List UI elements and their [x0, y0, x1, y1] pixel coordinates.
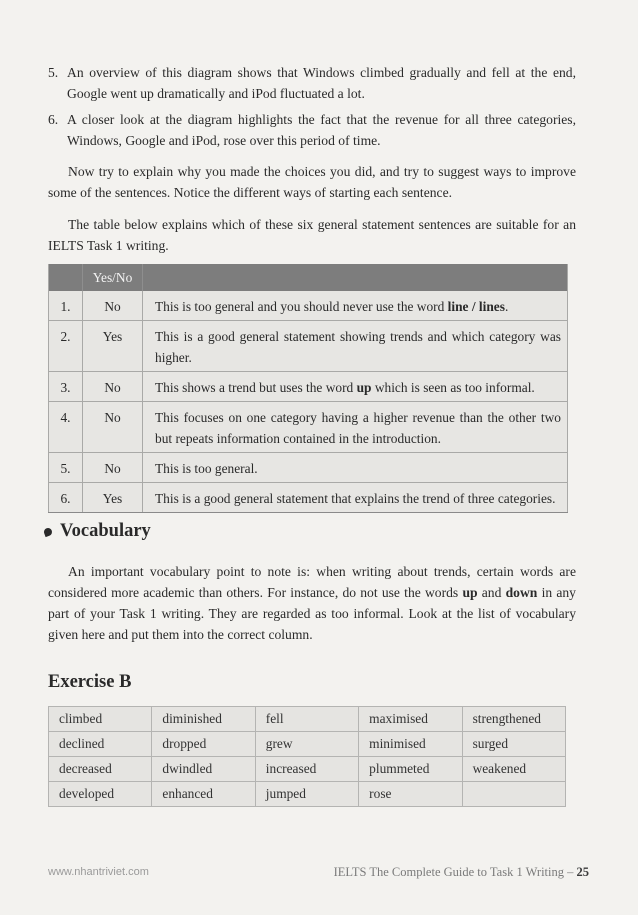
- row-number: 2.: [49, 321, 83, 372]
- row-answer: No: [83, 453, 143, 483]
- row-number: 6.: [49, 483, 83, 513]
- row-answer: Yes: [83, 321, 143, 372]
- word-cell: dropped: [152, 732, 255, 757]
- row-explanation: This is a good general statement that explains the trend of three categories.: [143, 483, 568, 513]
- item-number: 5.: [48, 65, 59, 80]
- word-cell: maximised: [359, 707, 462, 732]
- list-item: [48, 109, 576, 151]
- row-explanation: This shows a trend but uses the word up which is seen as too informal.: [143, 372, 568, 402]
- header-yes-no: Yes/No: [83, 264, 143, 291]
- row-answer: No: [83, 372, 143, 402]
- word-cell: diminished: [152, 707, 255, 732]
- table-row: [49, 732, 566, 757]
- word-cell: [462, 782, 565, 807]
- word-cell: decreased: [49, 757, 152, 782]
- row-number: 3.: [49, 372, 83, 402]
- word-cell: weakened: [462, 757, 565, 782]
- row-answer: No: [83, 402, 143, 453]
- row-number: 4.: [49, 402, 83, 453]
- word-cell: increased: [255, 757, 358, 782]
- row-explanation: This focuses on one category having a higher revenue than the other two but repeats information contained in the introduction.: [143, 402, 568, 453]
- table-row: [49, 782, 566, 807]
- row-answer: No: [83, 291, 143, 321]
- word-cell: jumped: [255, 782, 358, 807]
- item-text: A closer look at the diagram highlights the fact that the revenue for all three categories, Windows, Google and iPod, rose over this period of time.: [67, 112, 576, 148]
- table-row: [49, 372, 568, 402]
- table-row: [49, 707, 566, 732]
- row-explanation: This is too general and you should never use the word line / lines.: [143, 291, 568, 321]
- vocabulary-heading: [44, 521, 151, 542]
- word-cell: surged: [462, 732, 565, 757]
- item-number: 6.: [48, 112, 59, 127]
- word-cell: plummeted: [359, 757, 462, 782]
- table-row: [49, 321, 568, 372]
- header-number-cell: [49, 264, 83, 291]
- row-answer: Yes: [83, 483, 143, 513]
- word-cell: grew: [255, 732, 358, 757]
- vocabulary-heading-text: Vocabulary: [60, 521, 151, 541]
- table-row: [49, 757, 566, 782]
- vocabulary-paragraph: An important vocabulary point to note is: when writing about trends, certain words are considered more academic than others. For instance, do not use the words up and down in any part of your Task 1 writing. They are regarded as too informal. Look at the list of vocabulary given here and put them into the correct column.: [48, 564, 576, 642]
- word-cell: rose: [359, 782, 462, 807]
- header-explanation-cell: [143, 264, 568, 291]
- page-number: 25: [576, 865, 589, 879]
- word-cell: dwindled: [152, 757, 255, 782]
- table-row: [49, 453, 568, 483]
- bullet-icon: [43, 526, 53, 536]
- answers-table: [48, 264, 568, 513]
- numbered-list: [48, 62, 576, 156]
- word-cell: declined: [49, 732, 152, 757]
- word-cell: fell: [255, 707, 358, 732]
- footer-book-title: IELTS The Complete Guide to Task 1 Writing – 25: [333, 865, 589, 879]
- word-cell: climbed: [49, 707, 152, 732]
- table-row: [49, 291, 568, 321]
- row-number: 5.: [49, 453, 83, 483]
- table-intro-paragraph: The table below explains which of these six general statement sentences are suitable for an IELTS Task 1 writing.: [48, 217, 576, 253]
- row-explanation: This is too general.: [143, 453, 568, 483]
- row-explanation: This is a good general statement showing trends and which category was higher.: [143, 321, 568, 372]
- instruction-paragraph: Now try to explain why you made the choices you did, and try to suggest ways to improve some of the sentences. Notice the different ways of starting each sentence.: [48, 164, 576, 200]
- word-cell: minimised: [359, 732, 462, 757]
- vocabulary-word-table: [48, 706, 566, 807]
- exercise-heading: Exercise B: [48, 672, 132, 692]
- table-row: [49, 402, 568, 453]
- list-item: [48, 62, 576, 104]
- word-cell: enhanced: [152, 782, 255, 807]
- table-header-row: [49, 264, 568, 291]
- footer-website: www.nhantriviet.com: [48, 866, 149, 878]
- word-cell: developed: [49, 782, 152, 807]
- item-text: An overview of this diagram shows that Windows climbed gradually and fell at the end, Google went up dramatically and iPod fluctuated a lot.: [67, 65, 576, 101]
- word-cell: strengthened: [462, 707, 565, 732]
- table-row: [49, 483, 568, 513]
- row-number: 1.: [49, 291, 83, 321]
